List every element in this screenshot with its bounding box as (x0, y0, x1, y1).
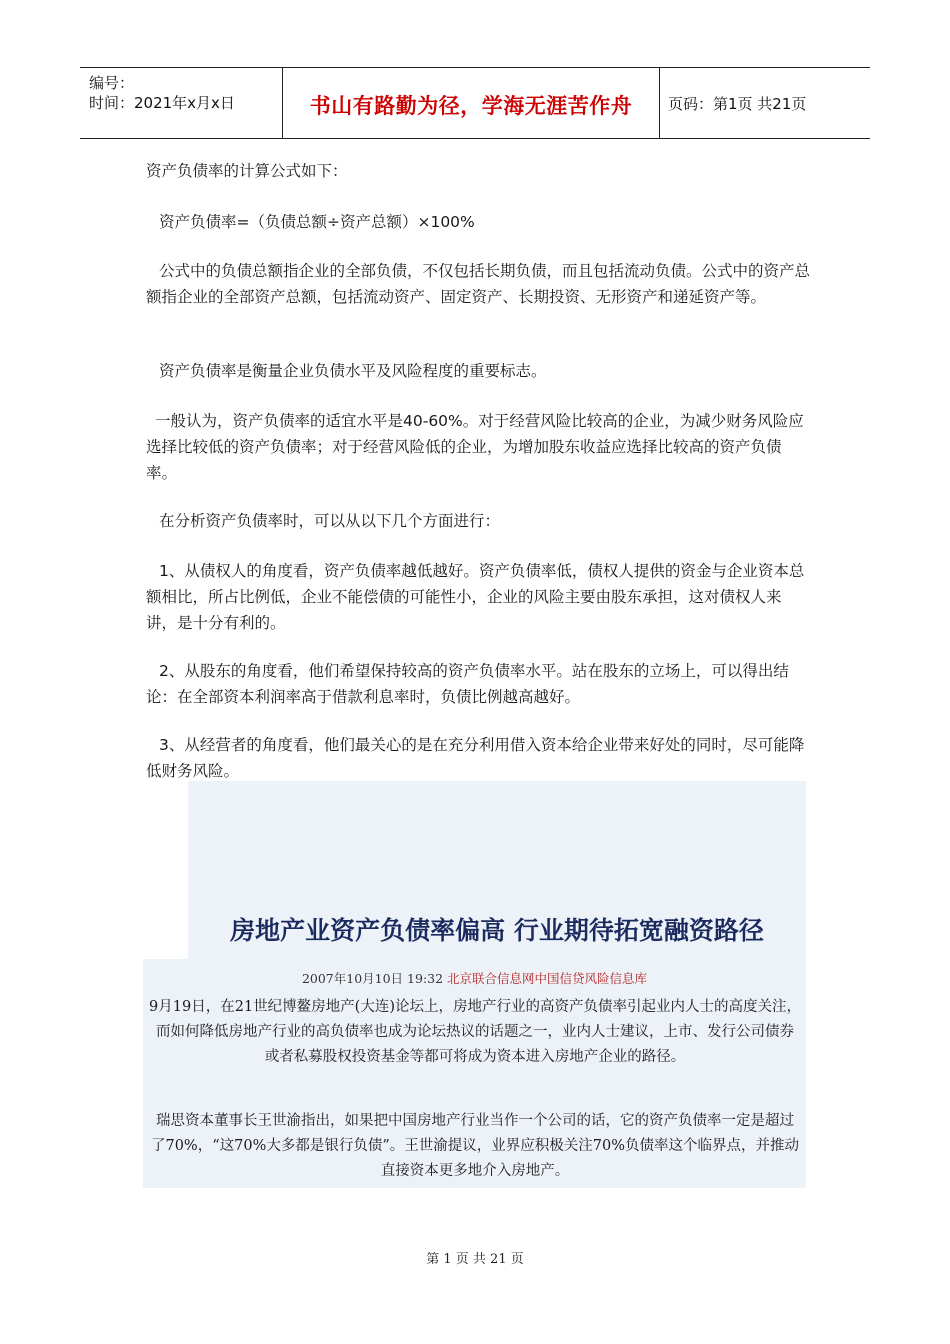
article-paragraph-1: 9月19日，在21世纪博鳌房地产(大连)论坛上，房地产行业的高资产负债率引起业内人士的高度关注，而如何降低房地产行业的高负债率也成为论坛热议的话题之一，业内人士建议，上市、发行公司债券或者私募股权投资基金等都可将成为资本进入房地产企业的路径。 (149, 999, 801, 1065)
article-body (143, 959, 806, 1188)
article-paragraph-2: 瑞思资本董事长王世渝指出，如果把中国房地产行业当作一个公司的话，它的资产负债率一定是超过了70%，“这70%大多都是银行负债”。王世渝提议，业界应积极关注70%负债率这个临界点，并推动直接资本更多地介入房地产。 (150, 1113, 799, 1179)
document-number-label: 编号： (89, 74, 135, 92)
page-header (80, 67, 870, 139)
formula-intro: 资产负债率的计算公式如下： (146, 162, 348, 180)
suitable-level: 一般认为，资产负债率的适宜水平是40-60%。对于经营风险比较高的企业，为减少财务风险应选择比较低的资产负债率；对于经营风险低的企业，为增加股东收益应选择比较高的资产负债率。 (146, 412, 804, 482)
header-info-cell (80, 68, 283, 138)
header-motto: 书山有路勤为径，学海无涯苦作舟 (309, 94, 633, 118)
page-footer: 第 1 页 共 21 页 (426, 1252, 524, 1267)
manager-view: 3、从经营者的角度看，他们最关心的是在充分利用借入资本给企业带来好处的同时，尽可能降低财务风险。 (146, 736, 805, 780)
article-source-link[interactable]: 北京联合信息网中国信贷风险信息库 (447, 971, 648, 986)
article-date: 2007年10月10日 19:32 (301, 971, 444, 986)
article-title-box (188, 781, 806, 959)
creditor-view: 1、从债权人的角度看，资产负债率越低越好。资产负债率低，债权人提供的资金与企业资本总额相比，所占比例低，企业不能偿债的可能性小，企业的风险主要由股东承担，这对债权人来讲，是十分有利的。 (146, 562, 805, 632)
analysis-intro: 在分析资产负债率时，可以从以下几个方面进行： (159, 512, 501, 530)
article-meta (143, 969, 806, 987)
formula-explanation: 公式中的负债总额指企业的全部负债，不仅包括长期负债，而且包括流动负债。公式中的资产总额指企业的全部资产总额，包括流动资产、固定资产、长期投资、无形资产和递延资产等。 (146, 262, 811, 306)
ratio-significance: 资产负债率是衡量企业负债水平及风险程度的重要标志。 (159, 362, 547, 380)
header-page-cell (660, 68, 870, 138)
shareholder-view: 2、从股东的角度看，他们希望保持较高的资产负债率水平。站在股东的立场上，可以得出结论：在全部资本利润率高于借款利息率时，负债比例越高越好。 (146, 662, 789, 706)
document-time-label: 时间：2021年x月x日 (89, 94, 235, 112)
formula: 资产负债率=（负债总额÷资产总额）×100% (159, 213, 475, 231)
article-title: 房地产业资产负债率偏高 行业期待拓宽融资路径 (230, 916, 764, 945)
header-motto-cell (283, 68, 660, 138)
header-page-number: 页码：第1页 共21页 (668, 95, 807, 113)
